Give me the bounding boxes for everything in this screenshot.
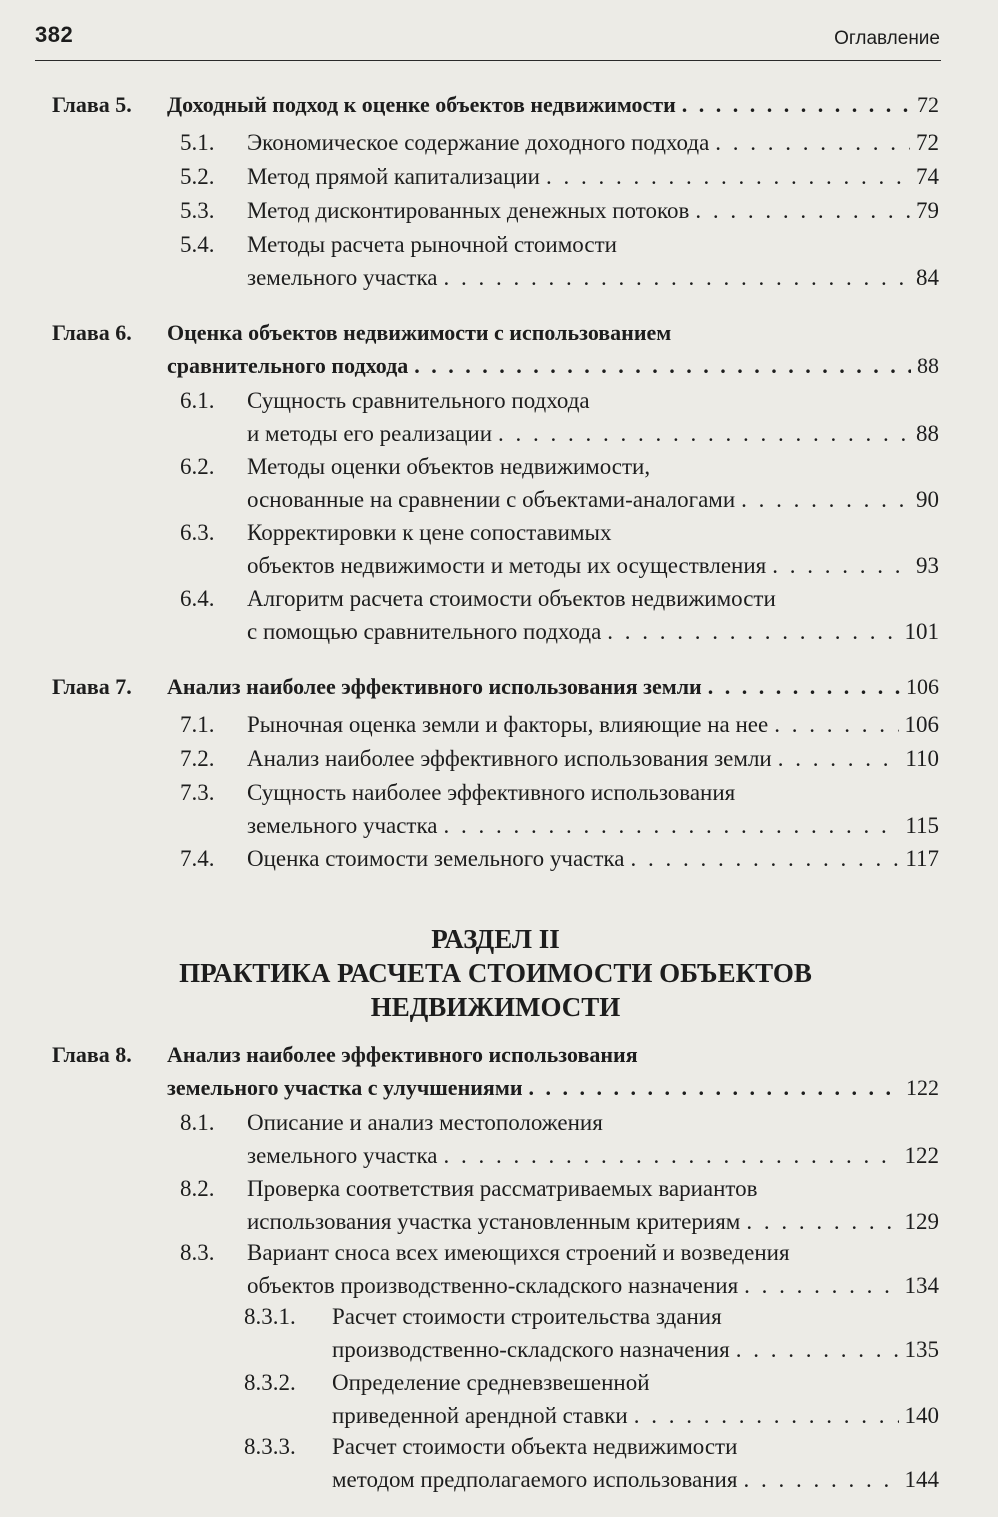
entry-label: 6.1. <box>180 388 215 413</box>
entry-page: 117 <box>905 846 939 871</box>
entry-title: Проверка соответствия рассматриваемых вариантов <box>247 1176 758 1201</box>
entry-page: 144 <box>904 1467 939 1492</box>
entry-title: Расчет стоимости объекта недвижимости <box>332 1434 738 1459</box>
entry-page: 84 <box>916 265 939 290</box>
entry-title-cont: земельного участка <box>247 1143 438 1168</box>
entry-title: Методы оценки объектов недвижимости, <box>247 454 651 479</box>
entry-label: 7.4. <box>180 846 215 871</box>
entry-page: 72 <box>916 130 939 155</box>
entry-page: 79 <box>916 198 939 223</box>
part-title: ПРАКТИКА РАСЧЕТА СТОИМОСТИ ОБЪЕКТОВ <box>179 958 812 988</box>
entry-page: 93 <box>916 553 939 578</box>
entry-label: 6.2. <box>180 454 215 479</box>
entry-title-cont: с помощью сравнительного подхода <box>247 619 602 644</box>
entry-label: 8.3.1. <box>244 1304 296 1329</box>
entry-page: 134 <box>904 1273 939 1298</box>
entry-label: 5.4. <box>180 232 215 257</box>
entry-title: Сущность сравнительного подхода <box>247 388 590 413</box>
entry-title: Корректировки к цене сопоставимых <box>247 520 612 545</box>
entry-title: Определение средневзвешенной <box>332 1370 650 1395</box>
entry-title: Метод прямой капитализации <box>247 164 540 189</box>
entry-page: 135 <box>904 1337 939 1362</box>
entry-label: Глава 6. <box>52 320 132 345</box>
entry-page: 90 <box>916 487 939 512</box>
entry-label: 5.3. <box>180 198 215 223</box>
entry-label: Глава 7. <box>52 674 132 699</box>
entry-page: 88 <box>917 353 939 378</box>
entry-label: 8.3.2. <box>244 1370 296 1395</box>
entry-label: 6.4. <box>180 586 215 611</box>
entry-title-cont: объектов недвижимости и методы их осуществления <box>247 553 767 578</box>
entry-page: 115 <box>905 813 939 838</box>
entry-page: 140 <box>904 1403 939 1428</box>
entry-title-cont: земельного участка <box>247 265 438 290</box>
entry-label: 6.3. <box>180 520 215 545</box>
entry-label: 5.2. <box>180 164 215 189</box>
part-title-cont: НЕДВИЖИМОСТИ <box>370 992 621 1022</box>
entry-page: 122 <box>906 1075 939 1100</box>
header-rule <box>35 60 941 61</box>
entry-label: 8.1. <box>180 1110 215 1135</box>
entry-label: 5.1. <box>180 130 215 155</box>
running-title: Оглавление <box>834 28 940 49</box>
entry-page: 106 <box>904 712 939 737</box>
entry-title: Доходный подход к оценке объектов недвижимости <box>167 92 676 117</box>
entry-title: Экономическое содержание доходного подхода <box>247 130 710 155</box>
entry-title: Анализ наиболее эффективного использования <box>167 1042 638 1067</box>
entry-page: 72 <box>917 92 939 117</box>
entry-title: Вариант сноса всех имеющихся строений и возведения <box>247 1240 790 1265</box>
entry-page: 122 <box>904 1143 939 1168</box>
entry-page: 88 <box>916 421 939 446</box>
entry-title-cont: методом предполагаемого использования <box>332 1467 738 1492</box>
entry-title-cont: производственно-складского назначения <box>332 1337 730 1362</box>
entry-title: Оценка стоимости земельного участка <box>247 846 625 871</box>
part-number: РАЗДЕЛ II <box>431 924 560 954</box>
entry-page: 74 <box>916 164 939 189</box>
entry-title-cont: сравнительного подхода <box>167 353 409 378</box>
entry-title: Метод дисконтированных денежных потоков <box>247 198 690 223</box>
entry-title: Анализ наиболее эффективного использования земли <box>167 674 702 699</box>
entry-label: 8.2. <box>180 1176 215 1201</box>
entry-title: Расчет стоимости строительства здания <box>332 1304 722 1329</box>
entry-title: Алгоритм расчета стоимости объектов недвижимости <box>247 586 776 611</box>
entry-title: Рыночная оценка земли и факторы, влияющие на нее <box>247 712 769 737</box>
entry-title-cont: земельного участка с улучшениями <box>167 1075 523 1100</box>
entry-title: Анализ наиболее эффективного использования земли <box>247 746 772 771</box>
entry-page: 110 <box>905 746 939 771</box>
entry-page: 106 <box>906 674 939 699</box>
entry-page: 101 <box>904 619 939 644</box>
entry-title-cont: использования участка установленным критериям <box>247 1209 741 1234</box>
entry-page: 129 <box>904 1209 939 1234</box>
entry-label: Глава 5. <box>52 92 132 117</box>
entry-title-cont: основанные на сравнении с объектами-аналогами <box>247 487 736 512</box>
entry-title: Оценка объектов недвижимости с использованием <box>167 320 672 345</box>
entry-title: Сущность наиболее эффективного использования <box>247 780 736 805</box>
entry-label: 8.3. <box>180 1240 215 1265</box>
entry-title-cont: объектов производственно-складского назначения <box>247 1273 739 1298</box>
entry-title-cont: и методы его реализации <box>247 421 493 446</box>
entry-title-cont: земельного участка <box>247 813 438 838</box>
entry-label: 8.3.3. <box>244 1434 296 1459</box>
entry-label: 7.2. <box>180 746 215 771</box>
entry-title: Описание и анализ местоположения <box>247 1110 603 1135</box>
entry-label: Глава 8. <box>52 1042 132 1067</box>
entry-title: Методы расчета рыночной стоимости <box>247 232 617 257</box>
entry-title-cont: приведенной арендной ставки <box>332 1403 628 1428</box>
entry-label: 7.3. <box>180 780 215 805</box>
part-heading[interactable] <box>52 922 939 1024</box>
page-number: 382 <box>35 22 74 47</box>
entry-label: 7.1. <box>180 712 215 737</box>
page-header <box>0 0 998 62</box>
